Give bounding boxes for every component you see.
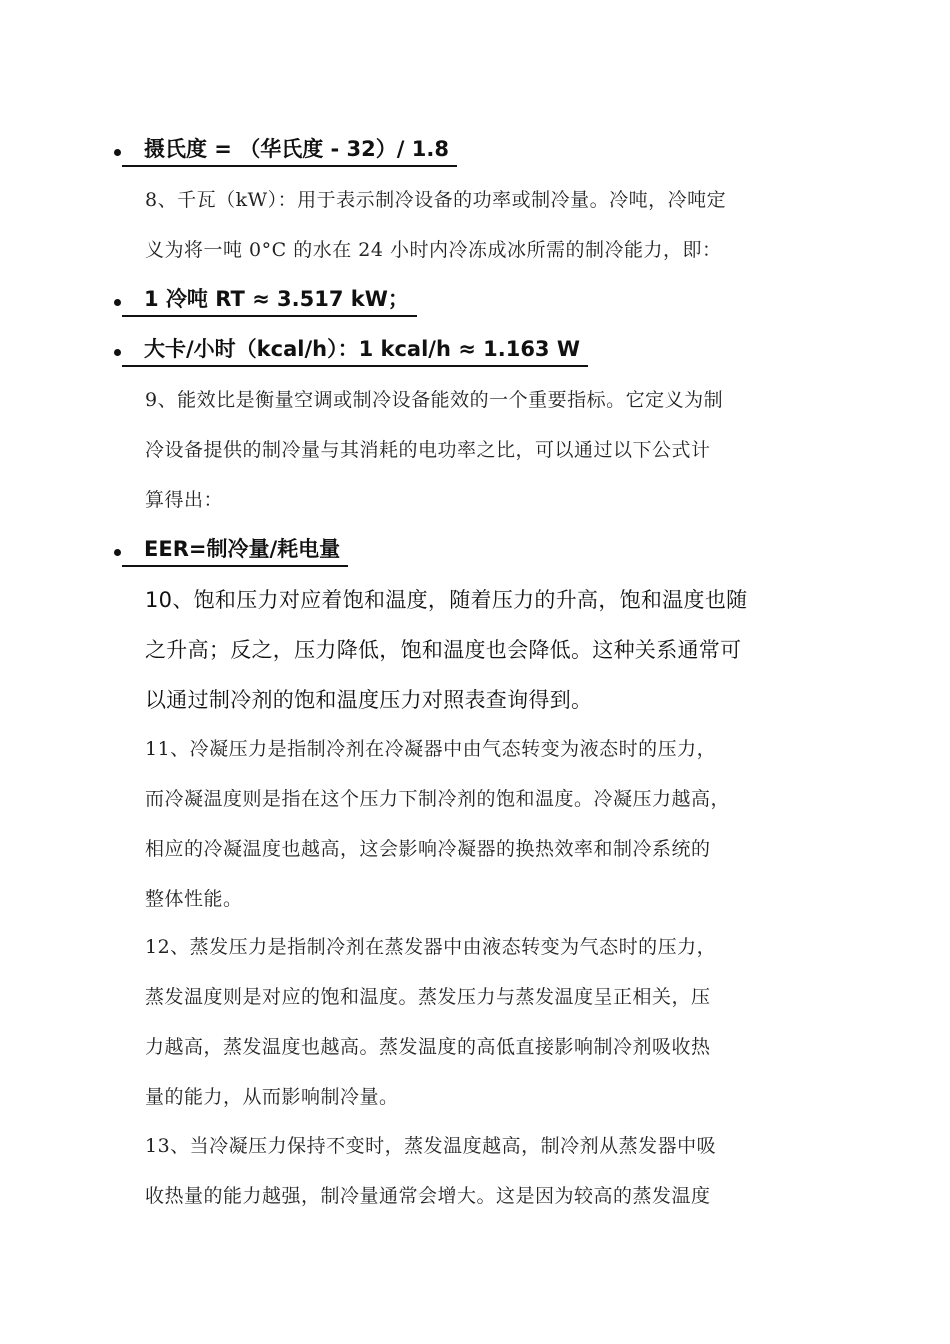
paragraph-line: 力越高，蒸发温度也越高。蒸发温度的高低直接影响制冷剂吸收热: [145, 1036, 711, 1058]
formula-bullet-kcal: [0, 333, 950, 373]
bullet-dot-icon: [114, 349, 121, 356]
bullet-dot-icon: [114, 549, 121, 556]
bullet-dot-icon: [114, 149, 121, 156]
paragraph-line: 11、冷凝压力是指制冷剂在冷凝器中由气态转变为液态时的压力，: [145, 738, 717, 760]
formula-bullet-eer: [0, 533, 950, 573]
paragraph-line: 蒸发温度则是对应的饱和温度。蒸发压力与蒸发温度呈正相关，压: [145, 986, 711, 1008]
paragraph-12: [145, 922, 810, 1122]
paragraph-line: 以通过制冷剂的饱和温度压力对照表查询得到。: [145, 688, 593, 712]
formula-bullet-celsius: [0, 133, 950, 173]
paragraph-line: 8、千瓦（kW）：用于表示制冷设备的功率或制冷量。冷吨，冷吨定: [145, 189, 727, 211]
paragraph-10: [145, 575, 810, 725]
paragraph-line: 整体性能。: [145, 888, 243, 910]
paragraph-8: [145, 175, 810, 275]
paragraph-line: 量的能力，从而影响制冷量。: [145, 1086, 399, 1108]
formula-text: 1 冷吨 RT ≈ 3.517 kW；: [122, 283, 417, 317]
paragraph-9: [145, 375, 810, 525]
paragraph-line: 之升高；反之，压力降低，饱和温度也会降低。这种关系通常可: [145, 638, 742, 662]
paragraph-line: 相应的冷凝温度也越高，这会影响冷凝器的换热效率和制冷系统的: [145, 838, 711, 860]
paragraph-line: 12、蒸发压力是指制冷剂在蒸发器中由液态转变为气态时的压力，: [145, 936, 717, 958]
paragraph-line: 算得出：: [145, 489, 224, 511]
paragraph-11: [145, 724, 810, 924]
paragraph-line: 而冷凝温度则是指在这个压力下制冷剂的饱和温度。冷凝压力越高，: [145, 788, 731, 810]
bullet-dot-icon: [114, 299, 121, 306]
paragraph-line: 10、饱和压力对应着饱和温度，随着压力的升高，饱和温度也随: [145, 588, 748, 612]
formula-text: 摄氏度 = （华氏度 - 32）/ 1.8: [122, 133, 457, 167]
paragraph-line: 9、能效比是衡量空调或制冷设备能效的一个重要指标。它定义为制: [145, 389, 724, 411]
formula-text: 大卡/小时（kcal/h）：1 kcal/h ≈ 1.163 W: [122, 333, 588, 367]
paragraph-line: 收热量的能力越强，制冷量通常会增大。这是因为较高的蒸发温度: [145, 1185, 711, 1207]
paragraph-line: 13、当冷凝压力保持不变时，蒸发温度越高，制冷剂从蒸发器中吸: [145, 1135, 717, 1157]
paragraph-line: 冷设备提供的制冷量与其消耗的电功率之比，可以通过以下公式计: [145, 439, 711, 461]
formula-bullet-refrigeration-ton: [0, 283, 950, 323]
paragraph-13: [145, 1121, 810, 1221]
paragraph-line: 义为将一吨 0°C 的水在 24 小时内冷冻成冰所需的制冷能力，即：: [145, 239, 722, 261]
formula-text: EER=制冷量/耗电量: [122, 533, 348, 567]
